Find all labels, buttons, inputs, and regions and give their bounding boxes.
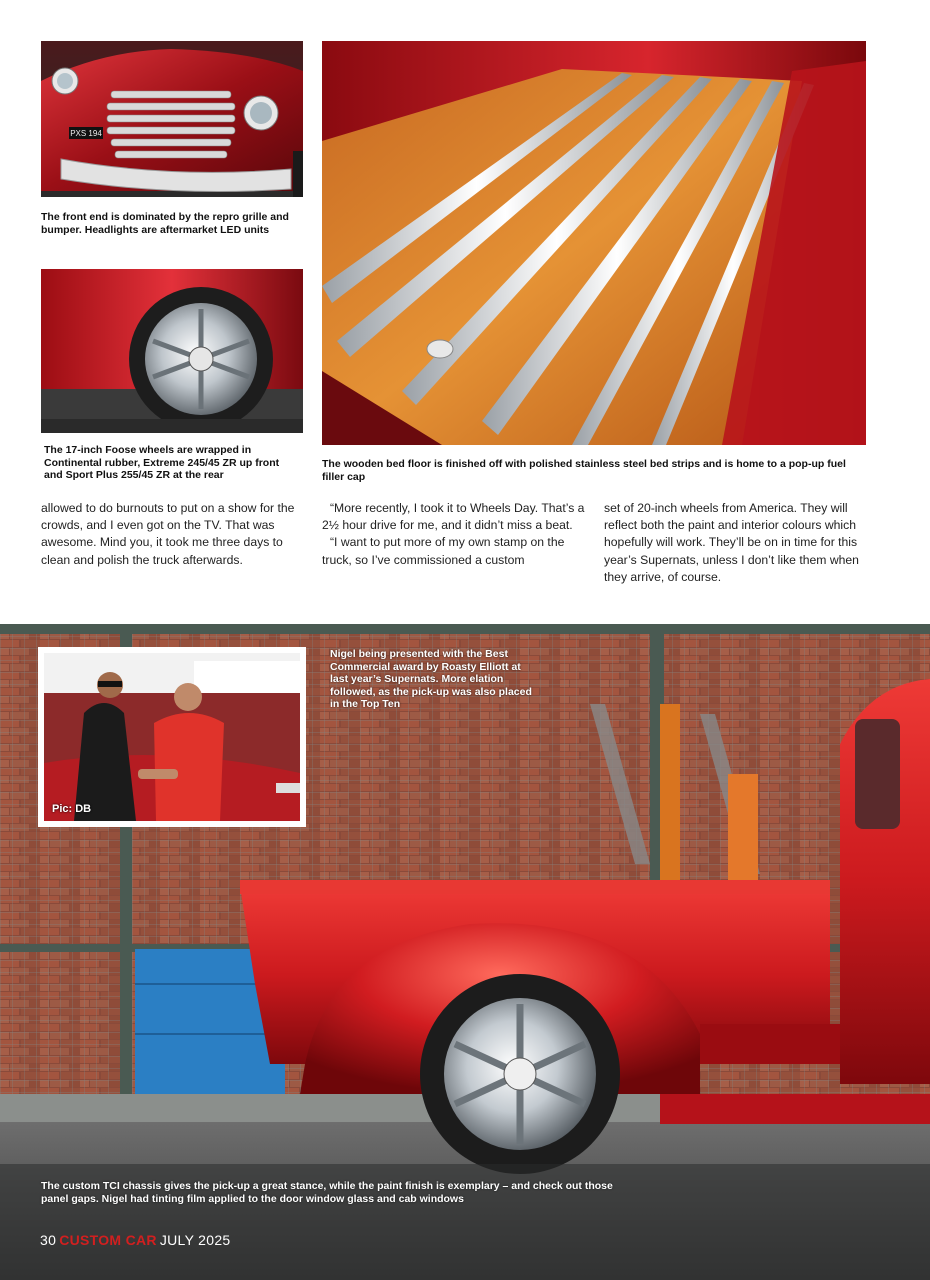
chassis-caption: The custom TCI chassis gives the pick-up a great stance, while the paint finish is exemplary – and check out those panel gaps. Nigel had tinting film applied to the door window glass and cab windows <box>41 1180 613 1205</box>
pic-credit: Pic: DB <box>52 803 92 815</box>
front-end-caption: The front end is dominated by the repro grille and bumper. Headlights are aftermarket LED units <box>41 211 289 236</box>
body-paragraph: set of 20-inch wheels from America. They will reflect both the paint and interior colours which hopefully will work. They’ll be on in time for this year’s Supernats, unless I don’t like them when they arrive, of course. <box>604 501 859 584</box>
front-end-photo <box>41 41 303 197</box>
body-column-2 <box>322 500 587 569</box>
body-paragraph: “I want to put more of my own stamp on the truck, so I’ve commissioned a custom <box>322 535 565 567</box>
plate-text: PXS 194 <box>70 129 102 138</box>
page-footer <box>40 1232 231 1248</box>
body-paragraph: “More recently, I took it to Wheels Day. That’s a 2½ hour drive for me, and it didn’t miss a beat. <box>322 501 585 533</box>
foose-wheel-photo <box>41 269 303 433</box>
wooden-bed-photo <box>322 41 866 445</box>
body-column-3 <box>604 500 869 586</box>
page-number: 30 <box>40 1232 57 1248</box>
wooden-bed-caption: The wooden bed floor is finished off with polished stainless steel bed strips and is home to a pop-up fuel filler cap <box>322 458 846 483</box>
body-paragraph: allowed to do burnouts to put on a show for the crowds, and I even got on the TV. That was awesome. Mind you, it took me three days to clean and polish the truck afterwards. <box>41 501 295 567</box>
body-column-1 <box>41 500 306 569</box>
award-inset-photo <box>38 647 306 827</box>
issue-date: JULY 2025 <box>159 1232 231 1248</box>
award-caption: Nigel being presented with the Best Commercial award by Roasty Elliott at last year’s Supernats. More elation followed, as the pick-up was also placed in the Top Ten <box>330 648 532 710</box>
magazine-name: CUSTOM CAR <box>59 1232 157 1248</box>
foose-wheel-caption: The 17-inch Foose wheels are wrapped in Continental rubber, Extreme 245/45 ZR up front and Sport Plus 255/45 ZR at the rear <box>44 444 280 481</box>
